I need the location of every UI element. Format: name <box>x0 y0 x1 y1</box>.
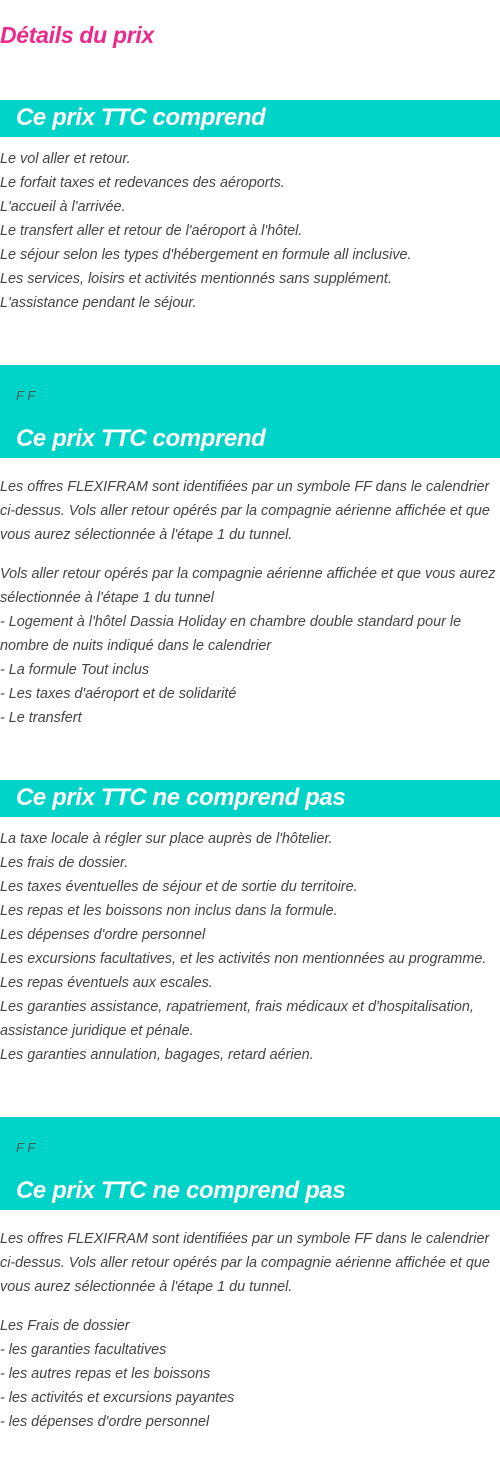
list-item: - La formule Tout inclus <box>0 662 150 678</box>
list-item: Les repas éventuels aux escales. <box>0 975 213 991</box>
section-title: Ce prix TTC comprend <box>16 104 266 131</box>
list-item: Les excursions facultatives, et les activités non mentionnées au programme. <box>0 951 487 967</box>
section-header-flexifram-includes <box>0 365 500 458</box>
section-title: Ce prix TTC ne comprend pas <box>16 784 346 811</box>
flexifram-includes-list <box>0 562 500 730</box>
flexifram-code: F F <box>16 1140 36 1155</box>
flexifram-code: F F <box>16 388 36 403</box>
section-header-excludes <box>0 780 500 817</box>
includes-list <box>0 147 500 315</box>
flexifram-intro: Les offres FLEXIFRAM sont identifiées par un symbole FF dans le calendrier ci-dessus. Vols aller retour opérés par la compagnie aérienne affichée et que vous aurez sélectionnée à l'étape 1 du tunnel. <box>0 479 490 543</box>
list-item: - les activités et excursions payantes <box>0 1390 235 1406</box>
list-item: - les dépenses d'ordre personnel <box>0 1414 210 1430</box>
list-item: Les garanties assistance, rapatriement, frais médicaux et d'hospitalisation, assistance juridique et pénale. <box>0 999 474 1039</box>
section-header-flexifram-excludes <box>0 1117 500 1210</box>
list-item: - Les taxes d'aéroport et de solidarité <box>0 686 237 702</box>
list-item: - Logement à l'hôtel Dassia Holiday en chambre double standard pour le nombre de nuits indiqué dans le calendrier <box>0 614 462 654</box>
list-item: L'accueil à l'arrivée. <box>0 199 126 215</box>
list-item: Les garanties annulation, bagages, retard aérien. <box>0 1047 314 1063</box>
list-item: Vols aller retour opérés par la compagnie aérienne affichée et que vous aurez sélectionnée à l'étape 1 du tunnel <box>0 566 496 606</box>
list-item: Les frais de dossier. <box>0 855 129 871</box>
list-item: Le forfait taxes et redevances des aéroports. <box>0 175 285 191</box>
list-item: La taxe locale à régler sur place auprès de l'hôtelier. <box>0 831 333 847</box>
list-item: Les repas et les boissons non inclus dans la formule. <box>0 903 338 919</box>
list-item: Les dépenses d'ordre personnel <box>0 927 206 943</box>
flexifram-excludes-list <box>0 1314 500 1434</box>
list-item: Le vol aller et retour. <box>0 151 131 167</box>
list-item: Le transfert aller et retour de l'aéroport à l'hôtel. <box>0 223 303 239</box>
list-item: - les garanties facultatives <box>0 1342 167 1358</box>
flexifram-intro: Les offres FLEXIFRAM sont identifiées par un symbole FF dans le calendrier ci-dessus. Vols aller retour opérés par la compagnie aérienne affichée et que vous aurez sélectionnée à l'étape 1 du tunnel. <box>0 1231 490 1295</box>
list-item: Les services, loisirs et activités mentionnés sans supplément. <box>0 271 392 287</box>
section-title: Ce prix TTC comprend <box>16 425 266 452</box>
list-item: L'assistance pendant le séjour. <box>0 295 197 311</box>
list-item: - Le transfert <box>0 710 82 726</box>
list-item: Le séjour selon les types d'hébergement en formule all inclusive. <box>0 247 412 263</box>
excludes-list <box>0 827 500 1067</box>
list-item: Les taxes éventuelles de séjour et de sortie du territoire. <box>0 879 358 895</box>
section-title: Ce prix TTC ne comprend pas <box>16 1177 346 1204</box>
section-header-includes <box>0 100 500 137</box>
list-item: Les Frais de dossier <box>0 1318 130 1334</box>
page-title: Détails du prix <box>0 22 154 48</box>
list-item: - les autres repas et les boissons <box>0 1366 211 1382</box>
